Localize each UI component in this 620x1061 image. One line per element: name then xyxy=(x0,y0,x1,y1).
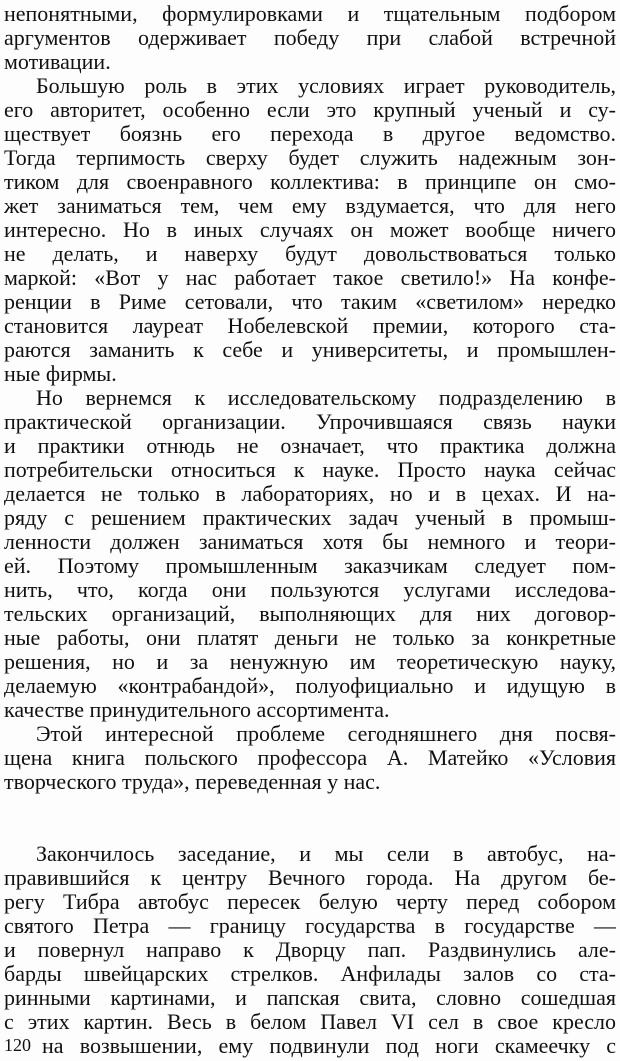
text-line: интересно. Но в иных случаях он может вообще ничего xyxy=(4,217,616,242)
text-line: его авторитет, особенно если это крупный ученый и су- xyxy=(4,97,616,122)
text-line: раются заманить к себе и университеты, и промышлен- xyxy=(4,337,616,362)
text-line: нить, что, когда они пользуются услугами исследова- xyxy=(4,577,616,602)
text-line: ные фирмы. xyxy=(4,361,117,386)
text-line: и повернул направо к Дворцу пап. Раздвинулись але- xyxy=(4,937,616,962)
text-line: Закончилось заседание, и мы сели в автобус, на- xyxy=(36,841,616,866)
text-line: потребительски относиться к науке. Просто наука сейчас xyxy=(4,457,616,482)
text-line: непонятными, формулировками и тщательным подбором xyxy=(4,1,616,26)
text-line: качестве принудительного ассортимента. xyxy=(4,697,390,722)
text-line: жет заниматься тем, чем ему вздумается, что для него xyxy=(4,193,616,218)
text-line: делается не только в лабораториях, но и в цехах. И на- xyxy=(4,481,616,506)
text-line: тельских организаций, выполняющих для них договор- xyxy=(4,601,616,626)
text-line: творческого труда», переведенная у нас. xyxy=(4,769,381,794)
text-line: барды швейцарских стрелков. Анфилады залов со ста- xyxy=(4,961,616,986)
text-line: не делать, и наверху будут довольствоваться только xyxy=(4,241,616,266)
text-line: Тогда терпимость сверху будет служить надежным зон- xyxy=(4,145,616,170)
text-line: и практики отнюдь не означает, что практика должна xyxy=(4,433,616,458)
text-line: ей. Поэтому промышленным заказчикам следует пом- xyxy=(4,553,616,578)
text-line: регу Тибра автобус пересек белую черту перед собором xyxy=(4,889,616,914)
text-line: тиком для своенравного коллектива: в принципе он смо- xyxy=(4,169,616,194)
text-line: становится лауреат Нобелевской премии, которого ста- xyxy=(4,313,616,338)
text-line: Большую роль в этих условиях играет руководитель, xyxy=(36,73,616,98)
text-line: Но вернемся к исследовательскому подразделению в xyxy=(36,385,616,410)
text-line: практической организации. Упрочившаяся связь науки xyxy=(4,409,616,434)
text-line: делаемую «контрабандой», полуофициально и идущую в xyxy=(4,673,616,698)
text-line: Этой интересной проблеме сегодняшнего дня посвя- xyxy=(36,721,616,746)
text-line: с этих картин. Весь в белом Павел VI сел в свое кресло xyxy=(4,1009,616,1034)
page-number: 120 xyxy=(4,1035,31,1055)
text-line: маркой: «Вот у нас работает такое светило!» На конфе- xyxy=(4,265,616,290)
text-line: ществует боязнь его перехода в другое ведомство. xyxy=(4,121,616,146)
text-line: ринными картинами, и папская свита, словно сошедшая xyxy=(4,985,616,1010)
text-line: на возвышении, ему подвинули под ноги скамеечку с xyxy=(42,1033,616,1058)
text-line: мотивации. xyxy=(4,49,111,74)
text-line: решения, но и за ненужную им теоретическую науку, xyxy=(4,649,616,674)
text-line: ные работы, они платят деньги не только за конкретные xyxy=(4,625,616,650)
text-line: ряду с решением практических задач ученый в промыш- xyxy=(4,505,616,530)
text-line: аргументов одерживает победу при слабой встречной xyxy=(4,25,616,50)
text-line: ренции в Риме сетовали, что таким «светилом» нередко xyxy=(4,289,616,314)
text-line: правившийся к центру Вечного города. На другом бе- xyxy=(4,865,616,890)
text-line: ленности должен заниматься хотя бы немного и теори- xyxy=(4,529,616,554)
text-line: святого Петра — границу государства в государстве — xyxy=(4,913,616,938)
text-line: щена книга польского профессора А. Матейко «Условия xyxy=(4,745,616,770)
